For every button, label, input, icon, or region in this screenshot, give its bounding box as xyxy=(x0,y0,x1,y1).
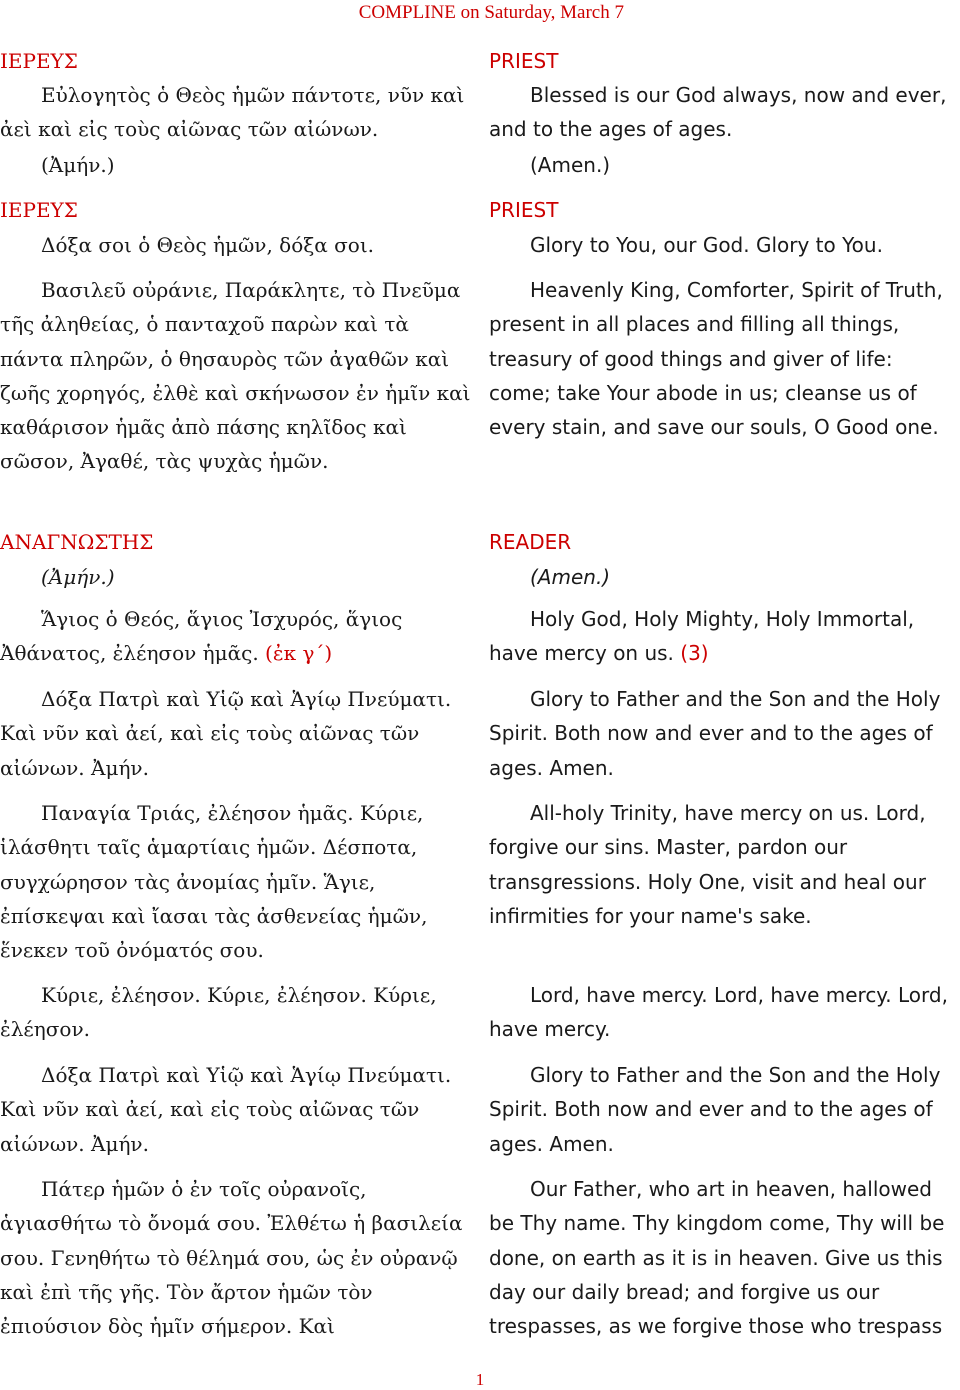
english-lords-prayer: Our Father, who art in heaven, hallowed be Thy name. Thy kingdom come, Thy will be done, on earth as it is in heaven. Give us this day our daily bread; and forgive us our trespasses, as we forgive those who trespass xyxy=(489,1177,945,1339)
english-trisagion xyxy=(489,602,960,671)
english-glory: Glory to You, our God. Glory to You. xyxy=(530,233,883,257)
page-number: 1 xyxy=(475,1370,485,1389)
greek-blessing: Εὐλογητὸς ὁ Θεὸς ἡμῶν πάντοτε, νῦν καὶ ἀεὶ καὶ εἰς τοὺς αἰῶνας τῶν αἰώνων. xyxy=(0,83,465,142)
greek-trinity: Παναγία Τριάς, ἐλέησον ἡμᾶς. Κύριε, ἱλάσθητι ταῖς ἁμαρτίαις ἡμῶν. Δέσποτα, συγχώρησον τὰς ἀνομίας ἡμῖν. Ἅγιε, ἐπίσκεψαι καὶ ἴασαι τὰς ἀσθενείας ἡμῶν, ἕνεκεν τοῦ ὀνόματός σου. xyxy=(0,801,428,963)
english-glory-2: Glory to Father and the Son and the Holy Spirit. Both now and ever and to the ages of ages. Amen. xyxy=(489,1063,941,1156)
english-trisagion-repeat: (3) xyxy=(680,641,709,666)
english-role-reader: READER xyxy=(489,530,572,554)
greek-kyrie: Κύριε, ἐλέησον. Κύριε, ἐλέησον. Κύριε, ἐλέησον. xyxy=(0,983,437,1042)
english-glory-1: Glory to Father and the Son and the Holy Spirit. Both now and ever and to the ages of ages. Amen. xyxy=(489,687,941,780)
greek-amen-reader: (Ἀμήν.) xyxy=(41,565,115,589)
english-trinity: All-holy Trinity, have mercy on us. Lord, forgive our sins. Master, pardon our transgressions. Holy One, visit and heal our infirmities for your name's sake. xyxy=(489,801,926,928)
english-role-priest: PRIEST xyxy=(489,49,559,73)
english-blessing: Blessed is our God always, now and ever, and to the ages of ages. xyxy=(489,83,947,142)
greek-role-priest: ΙΕΡΕΥΣ xyxy=(0,49,78,73)
english-amen-reader: (Amen.) xyxy=(530,565,611,589)
english-kyrie: Lord, have mercy. Lord, have mercy. Lord, have mercy. xyxy=(489,983,948,1042)
greek-role-reader: ΑΝΑΓΝΩΣΤΗΣ xyxy=(0,530,154,554)
greek-trisagion xyxy=(0,602,472,671)
greek-glory-1: Δόξα Πατρὶ καὶ Υἱῷ καὶ Ἁγίῳ Πνεύματι. Καὶ νῦν καὶ ἀεί, καὶ εἰς τοὺς αἰῶνας τῶν αἰώνων. Ἀμήν. xyxy=(0,687,452,780)
greek-doxa: Δόξα σοι ὁ Θεὸς ἡμῶν, δόξα σοι. xyxy=(41,233,375,257)
english-role-priest-2: PRIEST xyxy=(489,198,559,222)
greek-amen: (Ἀμήν.) xyxy=(41,153,115,177)
greek-lords-prayer: Πάτερ ἡμῶν ὁ ἐν τοῖς οὐρανοῖς, ἁγιασθήτω τὸ ὄνομά σου. Ἐλθέτω ἡ βασιλεία σου. Γενηθήτω τὸ θέλημά σου, ὡς ἐν οὐρανῷ καὶ ἐπὶ τῆς γῆς. Τὸν ἄρτον ἡμῶν τὸν ἐπιούσιον δὸς ἡμῖν σήμερον. Καὶ xyxy=(0,1177,463,1339)
english-heavenly-king: Heavenly King, Comforter, Spirit of Truth, present in all places and filling all things, treasury of good things and giver of life: come; take Your abode in us; cleanse us of every stain, and save our souls, O Good one. xyxy=(489,278,943,440)
greek-trisagion-repeat: (ἐκ γ΄) xyxy=(265,641,333,666)
greek-glory-2: Δόξα Πατρὶ καὶ Υἱῷ καὶ Ἁγίῳ Πνεύματι. Καὶ νῦν καὶ ἀεί, καὶ εἰς τοὺς αἰῶνας τῶν αἰώνων. Ἀμήν. xyxy=(0,1063,452,1156)
greek-heavenly-king: Βασιλεῦ οὐράνιε, Παράκλητε, τὸ Πνεῦμα τῆς ἀληθείας, ὁ πανταχοῦ παρὼν καὶ τὰ πάντα πληρῶν, ὁ θησαυρὸς τῶν ἀγαθῶν καὶ ζωῆς χορηγός, ἐλθὲ καὶ σκήνωσον ἐν ἡμῖν καὶ καθάρισον ἡμᾶς ἀπὸ πάσης κηλῖδος καὶ σῶσον, Ἀγαθέ, τὰς ψυχὰς ἡμῶν. xyxy=(0,278,471,474)
greek-role-priest-2: ΙΕΡΕΥΣ xyxy=(0,198,78,222)
greek-trisagion-text: Ἅγιος ὁ Θεός, ἅγιος Ἰσχυρός, ἅγιος Ἀθάνατος, ἐλέησον ἡμᾶς. xyxy=(0,607,403,666)
page-header-title: COMPLINE on Saturday, March 7 xyxy=(358,2,624,23)
english-trisagion-text: Holy God, Holy Mighty, Holy Immortal, have mercy on us. xyxy=(489,607,915,666)
english-amen: (Amen.) xyxy=(530,153,611,177)
